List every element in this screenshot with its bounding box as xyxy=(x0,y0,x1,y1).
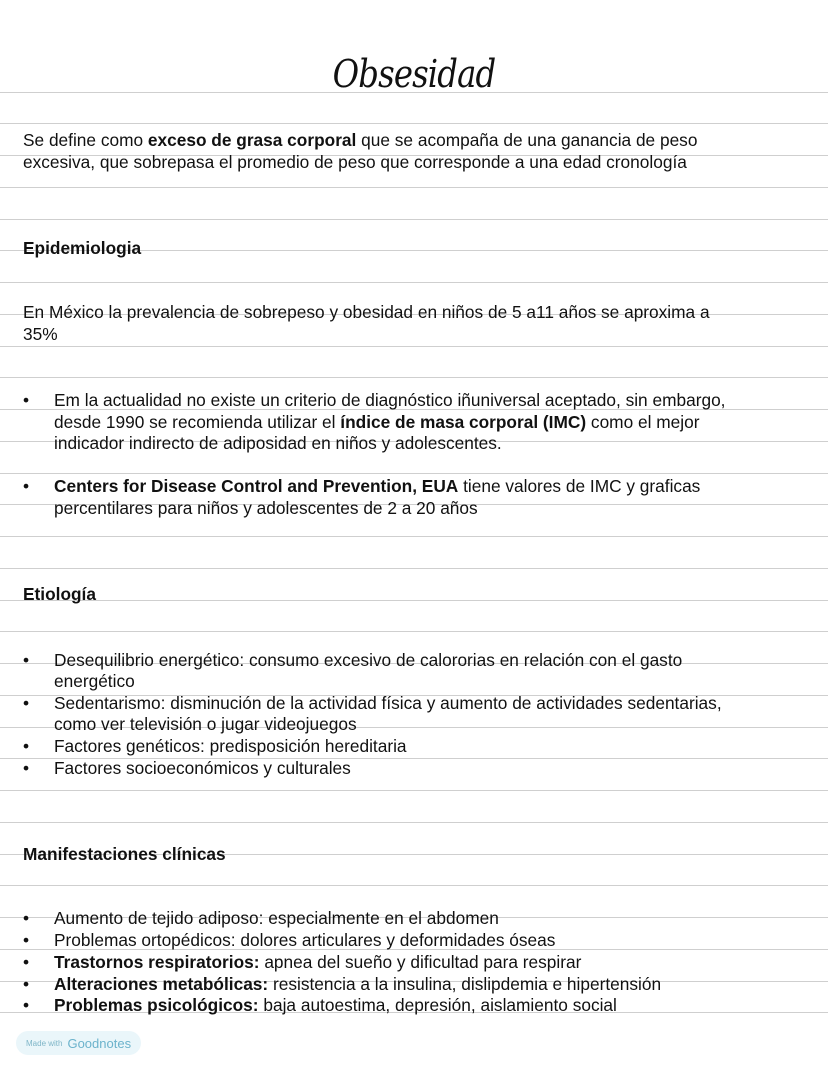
goodnotes-logo: Goodnotes xyxy=(67,1035,132,1051)
rule-line xyxy=(0,377,828,378)
goodnotes-badge[interactable] xyxy=(16,1031,141,1055)
intro-line-1: Se define como exceso de grasa corporal que se acompaña de una ganancia de peso xyxy=(23,130,698,150)
epi-paragraph-2: 35% xyxy=(23,324,58,344)
rule-line xyxy=(0,885,828,886)
intro-line-2: excesiva, que sobrepasa el promedio de peso que corresponde a una edad cronología xyxy=(23,152,687,172)
heading-manifestaciones: Manifestaciones clínicas xyxy=(23,844,226,864)
page-title: Obsesidad xyxy=(332,52,496,96)
rule-line xyxy=(0,187,828,188)
rule-line xyxy=(0,473,828,474)
heading-etiologia: Etiología xyxy=(23,584,96,604)
epi-paragraph-1: En México la prevalencia de sobrepeso y obesidad en niños de 5 a11 años se aproxima a xyxy=(23,302,710,322)
rule-line xyxy=(0,346,828,347)
rule-line xyxy=(0,790,828,791)
rule-line xyxy=(0,536,828,537)
rule-line xyxy=(0,219,828,220)
rule-line xyxy=(0,631,828,632)
rule-line xyxy=(0,568,828,569)
rule-line xyxy=(0,123,828,124)
rule-line xyxy=(0,600,828,601)
heading-epidemiologia: Epidemiologia xyxy=(23,238,142,258)
rule-line xyxy=(0,282,828,283)
rule-line xyxy=(0,822,828,823)
badge-small-text: Made with xyxy=(26,1038,63,1048)
